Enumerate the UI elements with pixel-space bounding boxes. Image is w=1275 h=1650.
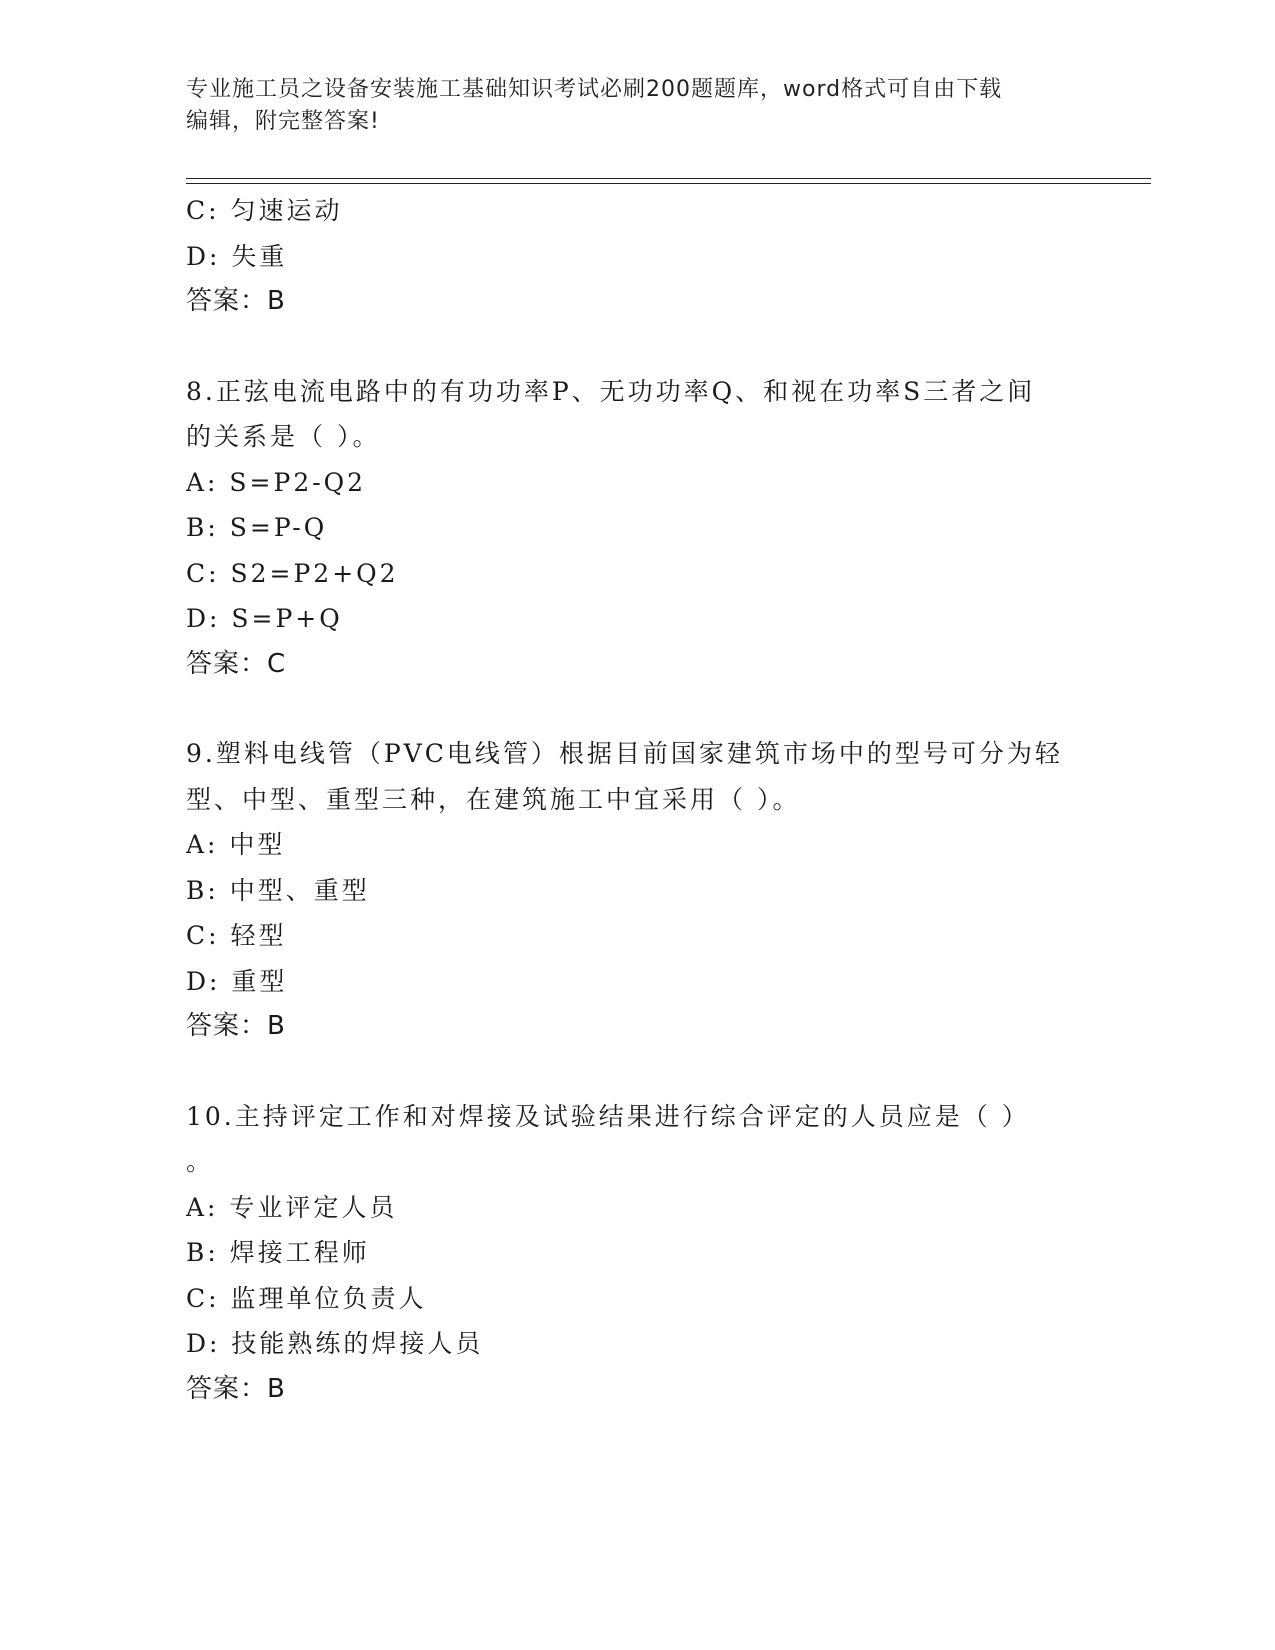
option-d: D: 技能熟练的焊接人员 xyxy=(186,1329,484,1358)
previous-question-tail xyxy=(186,188,1126,325)
option-b: B: 中型、重型 xyxy=(186,875,370,905)
question-stem-line: 10.主持评定工作和对焊接及试验结果进行综合评定的人员应是（ ） xyxy=(186,1101,1030,1131)
answer-line: 答案：B xyxy=(186,1011,286,1041)
option-d: D: 重型 xyxy=(186,966,288,996)
option-a: A: 中型 xyxy=(186,830,286,859)
option-b: B: 焊接工程师 xyxy=(186,1238,370,1267)
answer-line: 答案：B xyxy=(186,286,286,316)
question-stem-line: 9.塑料电线管（PVC电线管）根据目前国家建筑市场中的型号可分为轻 xyxy=(186,739,1063,768)
option-a: A: S=P2-Q2 xyxy=(186,467,367,497)
header-line-2: 编辑，附完整答案! xyxy=(186,109,380,134)
option-c: C: 监理单位负责人 xyxy=(186,1283,427,1313)
question-9 xyxy=(186,731,1126,1050)
page-header xyxy=(186,74,1086,138)
header-divider-top xyxy=(186,178,1151,179)
answer-line: 答案：C xyxy=(186,648,287,679)
question-stem-line: 。 xyxy=(186,1147,215,1176)
question-10 xyxy=(186,1094,1126,1413)
header-line-1: 专业施工员之设备安装施工基础知识考试必刷200题题库，word格式可自由下载 xyxy=(186,77,1003,102)
option-c: C: S2=P2+Q2 xyxy=(186,558,399,588)
question-stem-line: 的关系是（ ）。 xyxy=(186,422,381,451)
option-d: D: S=P+Q xyxy=(186,604,343,633)
option-d: D: 失重 xyxy=(186,241,288,271)
question-list xyxy=(186,188,1126,1412)
question-stem-line: 型、中型、重型三种，在建筑施工中宜采用（ ）。 xyxy=(186,784,801,814)
question-stem-line: 8.正弦电流电路中的有功功率P、无功功率Q、和视在功率S三者之间 xyxy=(186,376,1036,406)
option-a: A: 专业评定人员 xyxy=(186,1192,398,1222)
answer-line: 答案：B xyxy=(186,1373,286,1404)
option-c: C: 匀速运动 xyxy=(186,196,343,225)
header-divider-bottom xyxy=(186,183,1151,184)
option-b: B: S=P-Q xyxy=(186,513,328,542)
question-8 xyxy=(186,369,1126,688)
option-c: C: 轻型 xyxy=(186,921,287,950)
